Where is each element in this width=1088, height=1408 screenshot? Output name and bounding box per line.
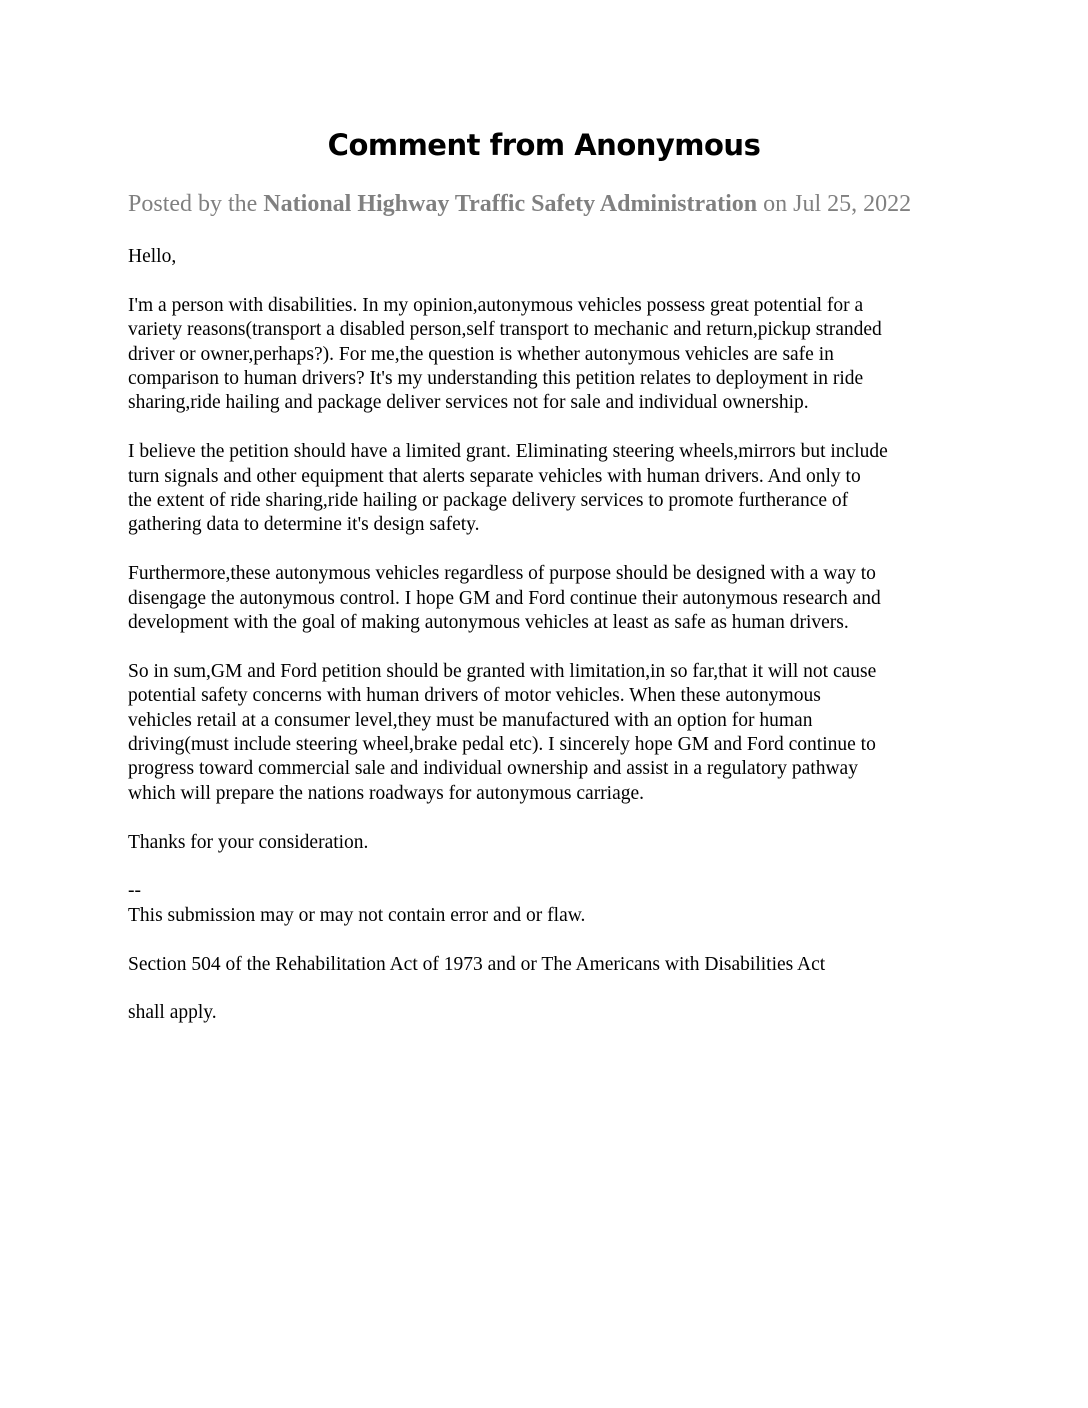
posted-date: on Jul 25, 2022: [757, 191, 912, 217]
closing-thanks: Thanks for your consideration.: [128, 831, 369, 853]
page-title: Comment from Anonymous: [327, 128, 761, 162]
paragraph-1: I'm a person with disabilities. In my opinion,autonymous vehicles possess great potential for a variety reasons(transport a disabled person,self transport to mechanic and return,pickup stranded driver or owner,perhaps?). For me,the question is whether autonymous vehicles are safe in comparison to human drivers? It's my understanding this petition relates to deployment in ride sharing,ride hailing and package deliver services not for sale and individual ownership.: [128, 294, 882, 414]
signature-separator: --: [128, 880, 141, 902]
paragraph-2: I believe the petition should have a limited grant. Eliminating steering wheels,mirrors but include turn signals and other equipment that alerts separate vehicles with human drivers. And only to the extent of ride sharing,ride hailing or package delivery services to promote furtherance of gathering data to determine it's design safety.: [128, 441, 888, 536]
posted-by-prefix: Posted by the: [128, 191, 264, 217]
posted-by-line: [128, 191, 968, 218]
agency-name: National Highway Traffic Safety Administration: [263, 191, 758, 217]
paragraph-4: So in sum,GM and Ford petition should be granted with limitation,in so far,that it will not cause potential safety concerns with human drivers of motor vehicles. When these autonymous vehicles retail at a consumer level,they must be manufactured with an option for human driving(must include steering wheel,brake pedal etc). I sincerely hope GM and Ford continue to progress toward commercial sale and individual ownership and assist in a regulatory pathway which will prepare the nations roadways for autonymous carriage.: [128, 660, 877, 804]
shall-apply-line: shall apply.: [128, 1002, 217, 1024]
section-504-line: Section 504 of the Rehabilitation Act of 1973 and or The Americans with Disabilities Act: [128, 953, 826, 975]
greeting: Hello,: [128, 246, 177, 267]
disclaimer: This submission may or may not contain error and or flaw.: [128, 904, 586, 926]
paragraph-3: Furthermore,these autonymous vehicles regardless of purpose should be designed with a way to disengage the autonymous control. I hope GM and Ford continue their autonymous research and development with the goal of making autonymous vehicles at least as safe as human drivers.: [128, 563, 881, 634]
comment-body: [128, 245, 968, 1050]
